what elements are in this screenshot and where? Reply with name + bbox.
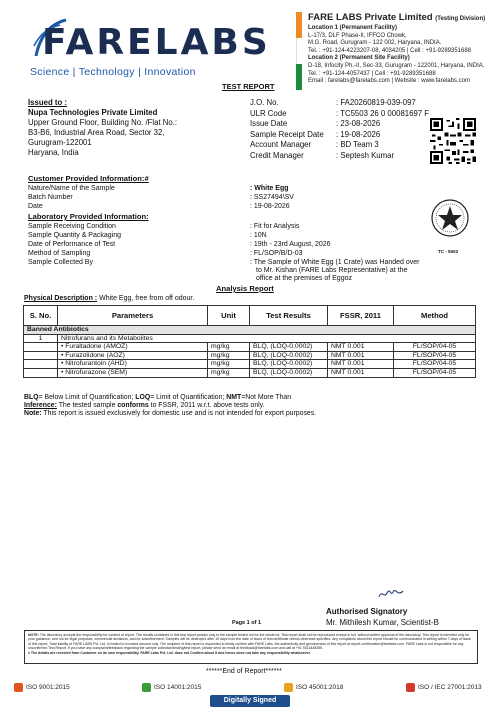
inference-tail: to FSSR, 2011 w.r.t. above tests only. [148, 402, 265, 410]
header-test-results: Test Results [250, 306, 328, 326]
loc1-line1: L-17/3, DLF Phase-II, IFFCO Chowk, [308, 32, 407, 39]
note-text: This report is issued exclusively for domestic use and is not intended for export purposes. [41, 410, 317, 418]
lab-division: (Testing Division) [435, 16, 486, 22]
qr-code-icon[interactable] [430, 118, 476, 164]
iso-14001-icon [142, 683, 151, 692]
lab-key: Sample Receiving Condition [28, 223, 116, 230]
iso-label: ISO 14001:2015 [154, 684, 202, 691]
row-result: BLQ, (LOQ-0.0002) [250, 351, 328, 360]
header-parameters: Parameters [58, 306, 208, 326]
table-row [24, 343, 476, 352]
customer-value: : White Egg [250, 185, 289, 192]
flag-bar [296, 12, 302, 90]
logo-tagline: Science | Technology | Innovation [30, 66, 196, 78]
loc2-line2: Tel. : +91-124-4057437 | Cell : +91-9289351688 [308, 70, 436, 77]
iso-27001-icon [406, 683, 415, 692]
table-row [24, 368, 476, 377]
issued-line1: Upper Ground Floor, Building No. /Flat No.: [28, 118, 178, 127]
physical-value: White Egg, free from off odour. [97, 295, 195, 302]
lab-key: Sample Quantity & Packaging [28, 232, 121, 239]
subgroup-number: 1 [24, 334, 58, 343]
end-of-report: ******End of Report****** [206, 668, 282, 675]
iso-label: ISO 45001:2018 [296, 684, 344, 691]
lab-key: Sample Collected By [28, 259, 93, 266]
iso-label: ISO / IEC 27001:2013 [418, 684, 482, 691]
iso-9001-icon [14, 683, 23, 692]
issued-to-label: Issued to : [28, 98, 67, 107]
row-parameter: • Nitrofurantoin (AHD) [58, 360, 208, 369]
row-method: FL/SOP/04-05 [394, 360, 476, 369]
row-result: BLQ, (LOQ-0.0002) [250, 343, 328, 352]
row-fssr: NMT 0.001 [328, 360, 394, 369]
loc1-line3: Tel. : +91-124-4223207-08, 4034205 | Cell : +91-9289351688 [308, 47, 472, 54]
lab-value: office at the premises of Eggoz [256, 274, 352, 282]
iso-45001-icon [284, 683, 293, 692]
loc1-title: Location 1 (Permanent Facility) [308, 25, 398, 31]
disclaimer-tail: # The details are received from Customer on its own responsibility. FARE Labs Pvt. Ltd. does not Confirm about it and hence does not take any responsibility whatsoever. [28, 650, 311, 655]
note-key: Note: [24, 410, 42, 418]
lab-address-block [308, 12, 498, 86]
digitally-signed-badge[interactable]: Digitally Signed [210, 695, 290, 707]
disclaimer-label: NOTE: [28, 633, 39, 637]
results-table [23, 305, 476, 378]
page-number: Page 1 of 1 [232, 620, 262, 626]
table-group-row [24, 326, 476, 335]
lab-key: Method of Sampling [28, 250, 91, 257]
loq-value: = Limit of Quantification; [150, 394, 225, 401]
iso-badge [406, 683, 482, 692]
report-meta [250, 98, 446, 161]
row-parameter: • Nitrofurazone (SEM) [58, 368, 208, 377]
inference-text: The tested sample [56, 402, 118, 410]
lab-value: : 19th - 23rd August, 2026 [250, 241, 331, 248]
lab-value: : The Sample of White Egg (1 Crate) was Handed over [250, 259, 420, 266]
row-method: FL/SOP/04-05 [394, 351, 476, 360]
row-result: BLQ, (LOQ-0.0002) [250, 360, 328, 369]
lab-info-title: Laboratory Provided Information: [28, 212, 149, 221]
seal-code: TC - 5503 [438, 249, 459, 254]
customer-key: Batch Number [28, 194, 73, 201]
lab-name: FARE LABS Private Limited [308, 12, 433, 23]
header-unit: Unit [208, 306, 250, 326]
meta-key: J.O. No. [250, 98, 279, 107]
lab-key [28, 275, 250, 283]
lab-key [28, 267, 250, 275]
meta-key: Account Manager [250, 140, 312, 149]
group-label: Banned Antibiotics [24, 326, 476, 335]
iso-badge [284, 683, 343, 692]
iso-certifications [0, 680, 500, 696]
row-fssr: NMT 0.001 [328, 343, 394, 352]
header-sno: S. No. [24, 306, 58, 326]
report-title: TEST REPORT [222, 82, 275, 91]
signatory-name: Mr. Mithilesh Kumar, Scientist-B [326, 618, 439, 627]
meta-value: : TC5503 26 0 00081697 F [336, 108, 430, 118]
nmt-value: =Not More Than [241, 394, 292, 401]
meta-key: Credit Manager [250, 150, 304, 160]
inference-key: Inference: [24, 402, 57, 410]
inference-line [24, 402, 316, 410]
table-row [24, 360, 476, 369]
logo-text: FARELABS [42, 22, 271, 63]
customer-key: Date [28, 203, 43, 210]
row-parameter: • Furazolidone (AOZ) [58, 351, 208, 360]
analysis-title: Analysis Report [216, 284, 274, 293]
customer-info-title: Customer Provided Information:# [28, 174, 149, 183]
meta-key: Issue Date [250, 119, 288, 128]
issued-line4: Haryana, India [28, 148, 79, 157]
notes-block [24, 394, 316, 419]
customer-key: Nature/Name of the Sample [28, 185, 115, 192]
customer-value: : SS27494\SV [250, 194, 294, 201]
meta-key: Sample Receipt Date [250, 129, 324, 139]
accreditation-seal-icon [430, 196, 470, 256]
row-unit: mg/kg [208, 368, 250, 377]
inference-conforms: conforms [117, 402, 149, 410]
lab-info-list [28, 222, 440, 282]
customer-info-list [28, 184, 440, 211]
disclaimer-text: The laboratory accepts the responsibility for content of report. The results contained in this test report pertain only to the sample tested not for the whole lot. Test report shall not be reproduced except in full, without written approval of the laboratory. This report is intended only for your guidance, and not for legal purposes, commercial decisions, and for advertisement. Samples will be destroyed after 15 days from the date of issue of test certificate unless otherwise specified. Any complaints about this report should be communicated in writing within 7 days of issue of this report. Total liability of FARE LABS Pvt. Ltd. is limited to invoiced amount only. The recipient of this report is requested to kindly confirm with FARE Labs, the authenticity and genuineness of this report at report.confirmation@farelabs.com. FARE Labs is not responsible for any unconfirmed Test Report. If you have any complaint/feedback regarding the sample collection/testing/test report, please send an email at feedback@farelabs.com and call at +91 9311848355. [28, 633, 471, 651]
row-unit: mg/kg [208, 351, 250, 360]
iso-label: ISO 9001:2015 [26, 684, 70, 691]
iso-badge [142, 683, 201, 692]
lab-value: : Fit for Analysis [250, 223, 300, 230]
meta-value: : 23-08-2026 [336, 119, 381, 128]
row-fssr: NMT 0.001 [328, 368, 394, 377]
loc1-line2: M.G. Road, Gurugram - 122 002, Haryana, INDIA. [308, 40, 442, 47]
issued-line3: Gurugram-122001 [28, 138, 92, 147]
row-method: FL/SOP/04-05 [394, 368, 476, 377]
loc2-line3: Email : farelabs@farelabs.com | Website : www.farelabs.com [308, 78, 470, 85]
row-unit: mg/kg [208, 360, 250, 369]
signature-icon [378, 585, 404, 603]
nmt-key: NMT [226, 394, 242, 401]
blq-value: = Below Limit of Quantification; [38, 394, 134, 401]
meta-key: ULR Code [250, 108, 287, 118]
farelabs-logo [12, 14, 284, 78]
row-fssr: NMT 0.001 [328, 351, 394, 360]
row-method: FL/SOP/04-05 [394, 343, 476, 352]
subgroup-name: Nitrofurans and its Metabolites [58, 334, 476, 343]
issued-to-block [28, 98, 238, 158]
meta-value: : 19-08-2026 [336, 129, 381, 139]
physical-label: Physical Description : [24, 295, 98, 302]
note-line [24, 410, 316, 418]
row-unit: mg/kg [208, 343, 250, 352]
issued-company: Nupa Technologies Private Limited [28, 108, 158, 117]
row-parameter: • Furaltadone (AMOZ) [58, 343, 208, 352]
row-result: BLQ, (LOQ-0.0002) [250, 368, 328, 377]
lab-key: Date of Performance of Test [28, 241, 116, 248]
meta-value: : BD Team 3 [336, 140, 379, 149]
lab-value: : FL/SOP/B/D-03 [250, 250, 303, 257]
header-fssr: FSSR, 2011 [328, 306, 394, 326]
authorised-signatory: Authorised Signatory [326, 607, 408, 616]
table-row [24, 351, 476, 360]
abbreviations-line [24, 394, 316, 402]
customer-value: : 19-08-2026 [250, 203, 290, 210]
table-header-row [24, 306, 476, 326]
meta-value: : Septesh Kumar [336, 150, 395, 160]
meta-value: : FA20260819-039-097 [336, 98, 416, 107]
loq-key: LOQ [135, 394, 151, 401]
header-method: Method [394, 306, 476, 326]
physical-description [24, 295, 194, 302]
table-subgroup-row [24, 334, 476, 343]
issued-line2: B3-B6, Industrial Area Road, Sector 32, [28, 128, 165, 137]
iso-badge [14, 683, 70, 692]
loc2-line1: D-18, Infocity Ph.-II, Sec-33, Gurugram - 122001, Haryana, INDIA. [308, 62, 485, 69]
lab-value: to Mr. Kishan (FARE Labs Representative) at the [256, 267, 408, 274]
disclaimer-box [24, 630, 478, 664]
loc2-title: Location 2 (Permanent Site Facility) [308, 55, 410, 62]
lab-value: : 10N [250, 232, 267, 239]
blq-key: BLQ [24, 394, 39, 401]
